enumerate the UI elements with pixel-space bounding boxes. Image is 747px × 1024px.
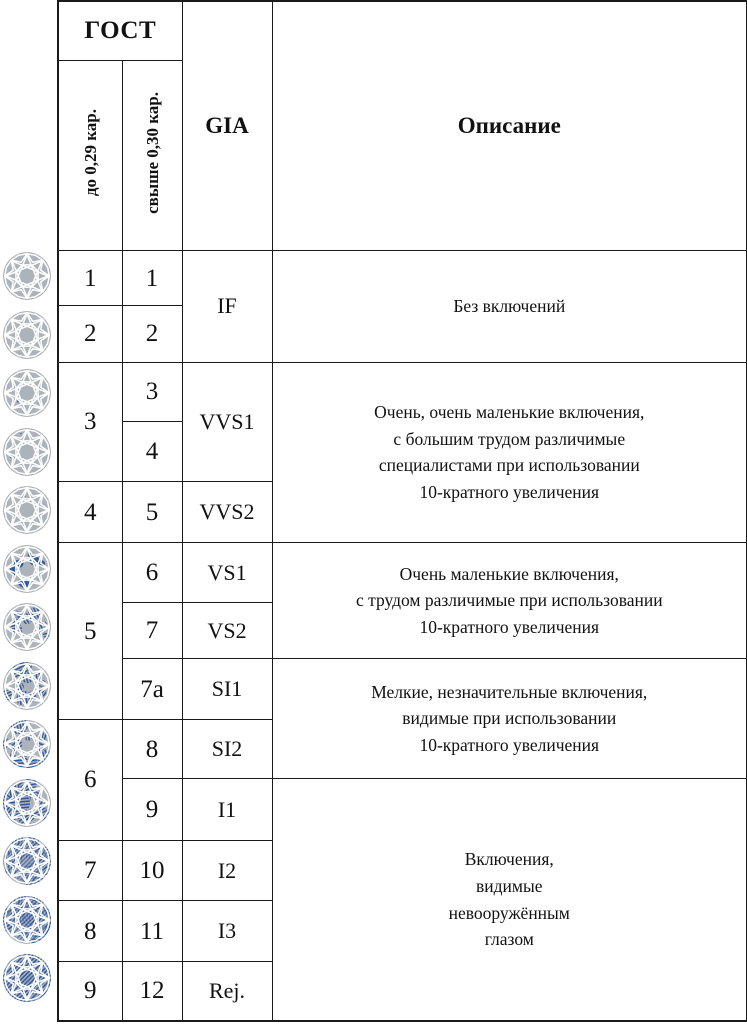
round-brilliant-diamond-icon (3, 720, 51, 768)
table-cell-gia: I3 (182, 901, 272, 962)
table-cell-gia: VS2 (182, 602, 272, 658)
description-line: Без включений (453, 295, 566, 316)
table-cell-gost-large: 9 (122, 779, 182, 841)
grading-table-wrapper (57, 0, 746, 1022)
description-line: невооружённым (448, 902, 570, 923)
round-brilliant-diamond-icon (3, 779, 51, 827)
table-cell-gost-large: 3 (122, 362, 182, 422)
description-line: 10-кратного увеличения (419, 482, 600, 503)
diamond-illustration-column (0, 0, 58, 1024)
table-cell-gost-large: 11 (122, 901, 182, 962)
header-gia-label: GIA (205, 112, 249, 138)
table-cell-gia: SI2 (182, 719, 272, 779)
table-cell-gost-small: 1 (58, 250, 122, 305)
table-cell-description (272, 362, 747, 543)
table-cell-gia: I1 (182, 779, 272, 841)
description-line: видимые (476, 876, 543, 897)
table-cell-gost-large: 6 (122, 543, 182, 603)
table-cell-description (272, 250, 747, 362)
round-brilliant-diamond-icon (3, 428, 51, 476)
table-cell-description (272, 779, 747, 1021)
header-gost-large-label: свыше 0,30 кар. (142, 91, 162, 214)
table-cell-gost-large: 5 (122, 481, 182, 543)
header-gia (182, 1, 272, 250)
header-gost-group (58, 1, 182, 61)
table-cell-description (272, 543, 747, 659)
table-cell-gia: Rej. (182, 961, 272, 1021)
table-cell-gost-small: 5 (58, 543, 122, 719)
header-description-label: Описание (457, 112, 561, 138)
description-line: с большим трудом различимые (393, 428, 626, 449)
clarity-grading-table (57, 0, 747, 1022)
table-cell-gost-large: 7 (122, 602, 182, 658)
description-line: специалистами при использовании (378, 455, 640, 476)
round-brilliant-diamond-icon (3, 837, 51, 885)
table-cell-gia: VS1 (182, 543, 272, 603)
table-cell-gost-large: 1 (122, 250, 182, 305)
table-cell-gost-large: 7а (122, 659, 182, 720)
header-gost-small (58, 61, 122, 251)
table-cell-gost-large: 8 (122, 719, 182, 779)
header-gost-large (122, 61, 182, 251)
description-line: глазом (484, 929, 534, 950)
table-cell-gia: VVS1 (182, 362, 272, 481)
header-gost-small-label: до 0,29 кар. (80, 109, 100, 197)
table-cell-gost-small: 2 (58, 306, 122, 362)
table-cell-gost-small: 7 (58, 840, 122, 901)
table-cell-gia: VVS2 (182, 481, 272, 543)
round-brilliant-diamond-icon (3, 311, 51, 359)
table-cell-gia: IF (182, 250, 272, 362)
round-brilliant-diamond-icon (3, 954, 51, 1002)
table-cell-gost-small: 4 (58, 481, 122, 543)
table-cell-gia: I2 (182, 840, 272, 901)
round-brilliant-diamond-icon (3, 662, 51, 710)
description-line: видимые при использовании (402, 708, 617, 729)
description-line: 10-кратного увеличения (419, 735, 600, 756)
table-cell-gia: SI1 (182, 659, 272, 720)
description-line: Очень, очень маленькие включения, (374, 402, 645, 423)
description-line: Мелкие, незначительные включения, (371, 681, 648, 702)
description-line: с трудом различимые при использовании (355, 590, 663, 611)
table-cell-gost-small: 3 (58, 362, 122, 481)
table-cell-gost-large: 2 (122, 306, 182, 362)
table-cell-gost-large: 4 (122, 422, 182, 482)
table-cell-gost-large: 12 (122, 961, 182, 1021)
table-cell-gost-large: 10 (122, 840, 182, 901)
table-cell-gost-small: 6 (58, 719, 122, 840)
round-brilliant-diamond-icon (3, 896, 51, 944)
round-brilliant-diamond-icon (3, 369, 51, 417)
round-brilliant-diamond-icon (3, 603, 51, 651)
table-cell-description (272, 659, 747, 779)
header-description (272, 1, 747, 250)
table-cell-gost-small: 9 (58, 961, 122, 1021)
table-cell-gost-small: 8 (58, 901, 122, 962)
description-line: Включения, (464, 849, 554, 870)
description-line: Очень маленькие включения, (399, 563, 619, 584)
round-brilliant-diamond-icon (3, 486, 51, 534)
header-gost-label: ГОСТ (84, 17, 157, 44)
description-line: 10-кратного увеличения (419, 617, 600, 638)
round-brilliant-diamond-icon (3, 252, 51, 300)
round-brilliant-diamond-icon (3, 545, 51, 593)
